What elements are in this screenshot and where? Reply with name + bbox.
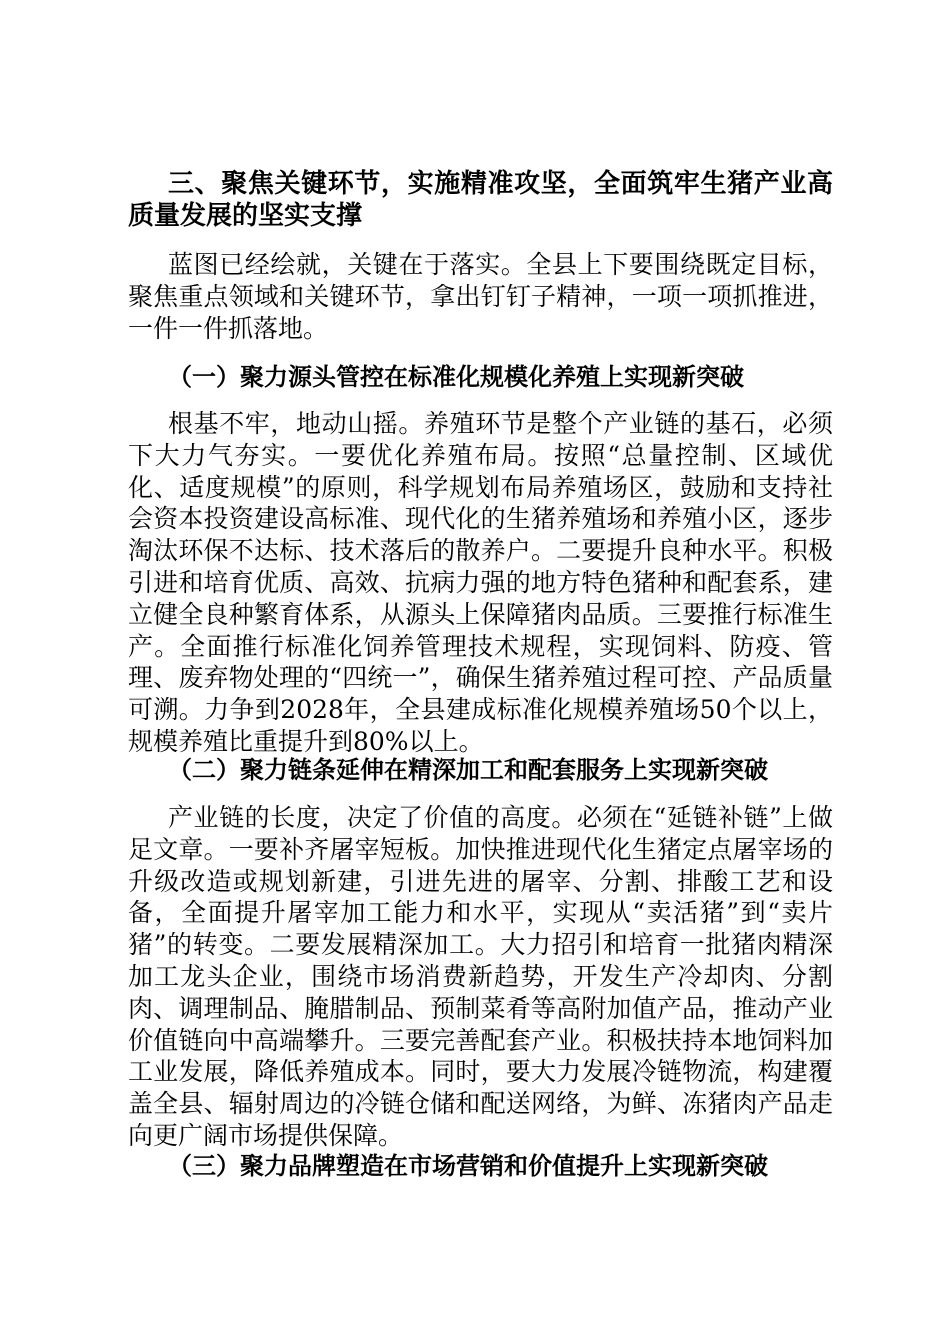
subheading-2: （二）聚力链条延伸在精深加工和配套服务上实现新突破 (168, 756, 768, 784)
section-heading: 三、聚焦关键环节，实施精准攻坚，全面筑牢生猪产业高质量发展的坚实支撑 (128, 169, 833, 231)
paragraph-processing: 产业链的长度，决定了价值的高度。必须在“延链补链”上做足文章。一要补齐屠宰短板。加快推进现代化生猪定点屠宰场的升级改造或规划新建，引进先进的屠宰、分割、排酸工艺和设备，全面提升屠宰加工能力和水平，实现从“卖活猪”到“卖片猪”的转变。二要发展精深加工。大力招引和培育一批猪肉精深加工龙头企业，围绕市场消费新趋势，开发生产冷却肉、分割肉、调理制品、腌腊制品、预制菜肴等高附加值产品，推动产业价值链向中高端攀升。三要完善配套产业。积极扶持本地饲料加工业发展，降低养殖成本。同时，要大力发展冷链物流，构建覆盖全县、辐射周边的冷链仓储和配送网络，为鲜、冻猪肉产品走向更广阔市场提供保障。 (128, 803, 833, 1150)
paragraph-breeding: 根基不牢，地动山摇。养殖环节是整个产业链的基石，必须下大力气夯实。一要优化养殖布局。按照“总量控制、区域优化、适度规模”的原则，科学规划布局养殖场区，鼓励和支持社会资本投资建设高标准、现代化的生猪养殖场和养殖小区，逐步淘汰环保不达标、技术落后的散养户。二要提升良种水平。积极引进和培育优质、高效、抗病力强的地方特色猪种和配套系，建立健全良种繁育体系，从源头上保障猪肉品质。三要推行标准生产。全面推行标准化饲养管理技术规程，实现饲料、防疫、管理、废弃物处理的“四统一”，确保生猪养殖过程可控、产品质量可溯。力争到2028年，全县建成标准化规模养殖场50个以上，规模养殖比重提升到80%以上。 (128, 409, 833, 756)
subheading-1: （一）聚力源头管控在标准化规模化养殖上实现新突破 (168, 363, 744, 391)
paragraph-intro: 蓝图已经绘就，关键在于落实。全县上下要围绕既定目标，聚焦重点领域和关键环节，拿出钉钉子精神，一项一项抓推进，一件一件抓落地。 (128, 250, 833, 343)
subheading-3: （三）聚力品牌塑造在市场营销和价值提升上实现新突破 (168, 1152, 768, 1180)
